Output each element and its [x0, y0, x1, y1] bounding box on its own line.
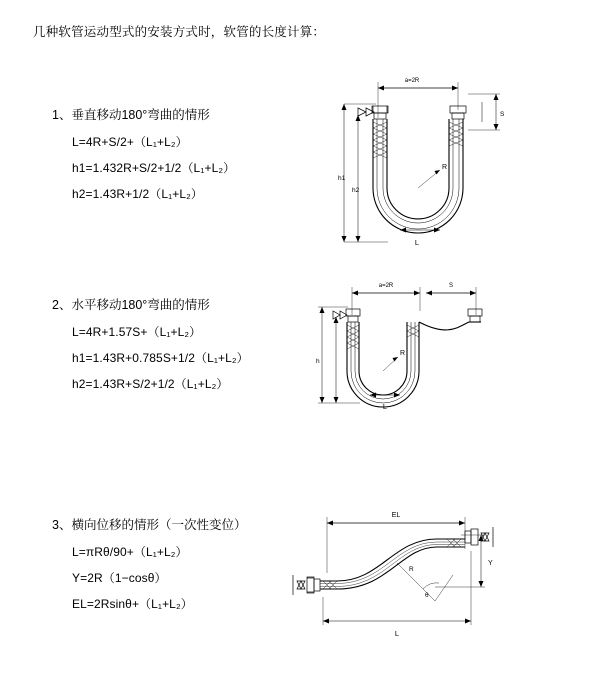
section-3-formula-3: EL=2Rsinθ+（L₁+L₂）: [72, 597, 193, 611]
fig2-label-s: S: [448, 283, 454, 289]
section-3-title: 3、横向位移的情形（一次性变位）: [52, 518, 247, 532]
fig1-label-h1: h1: [338, 175, 346, 182]
fig3-label-r: R: [409, 566, 414, 573]
section-1-formula-1: L=4R+S/2+（L₁+L₂）: [72, 135, 188, 149]
fig1-label-s: S: [500, 111, 505, 118]
section-1-formula-3: h2=1.43R+1/2（L₁+L₂）: [72, 187, 204, 201]
fig1-label-l: L: [414, 238, 420, 247]
fig1-label-a: a=2R: [404, 78, 420, 84]
section-2-figure: [300, 275, 515, 460]
section-2-formula-2: h1=1.43R+0.785S+1/2（L₁+L₂）: [72, 351, 249, 365]
fig3-label-el: EL: [391, 512, 401, 519]
fig1-label-r: R: [442, 164, 448, 171]
section-1-figure: [300, 70, 515, 275]
section-1-formula-2: h1=1.432R+S/2+1/2（L₁+L₂）: [72, 161, 236, 175]
section-2-title: 2、水平移动180°弯曲的情形: [52, 298, 210, 312]
section-2-text: [52, 295, 302, 401]
vertical-180-bend-diagram: [300, 70, 515, 270]
fig2-label-r: R: [400, 350, 406, 357]
fig3-label-l: L: [394, 629, 400, 638]
fig2-label-l: L: [382, 402, 388, 411]
fig2-label-a: a=2R: [378, 283, 394, 289]
section-3-formula-1: L=πRθ/90+（L₁+L₂）: [72, 545, 188, 559]
fig3-label-y: Y: [488, 560, 493, 567]
section-1-text: [52, 105, 302, 211]
fig1-label-h2: h2: [352, 187, 360, 194]
section-2-formula-1: L=4R+1.57S+（L₁+L₂）: [72, 325, 202, 339]
section-3-formula-2: Y=2R（1−cosθ）: [72, 571, 167, 585]
page-title: 几种软管运动型式的安装方式时，软管的长度计算：: [33, 25, 326, 39]
fig3-label-theta: θ: [425, 592, 429, 599]
section-2-formula-3: h2=1.43R+S/2+1/2（L₁+L₂）: [72, 377, 229, 391]
lateral-offset-diagram: [285, 505, 515, 645]
fig2-label-h: h: [316, 358, 320, 365]
horizontal-180-bend-diagram: [300, 275, 515, 455]
section-3-figure: [285, 505, 515, 650]
section-1-title: 1、垂直移动180°弯曲的情形: [52, 108, 210, 122]
section-3-text: [52, 515, 302, 621]
